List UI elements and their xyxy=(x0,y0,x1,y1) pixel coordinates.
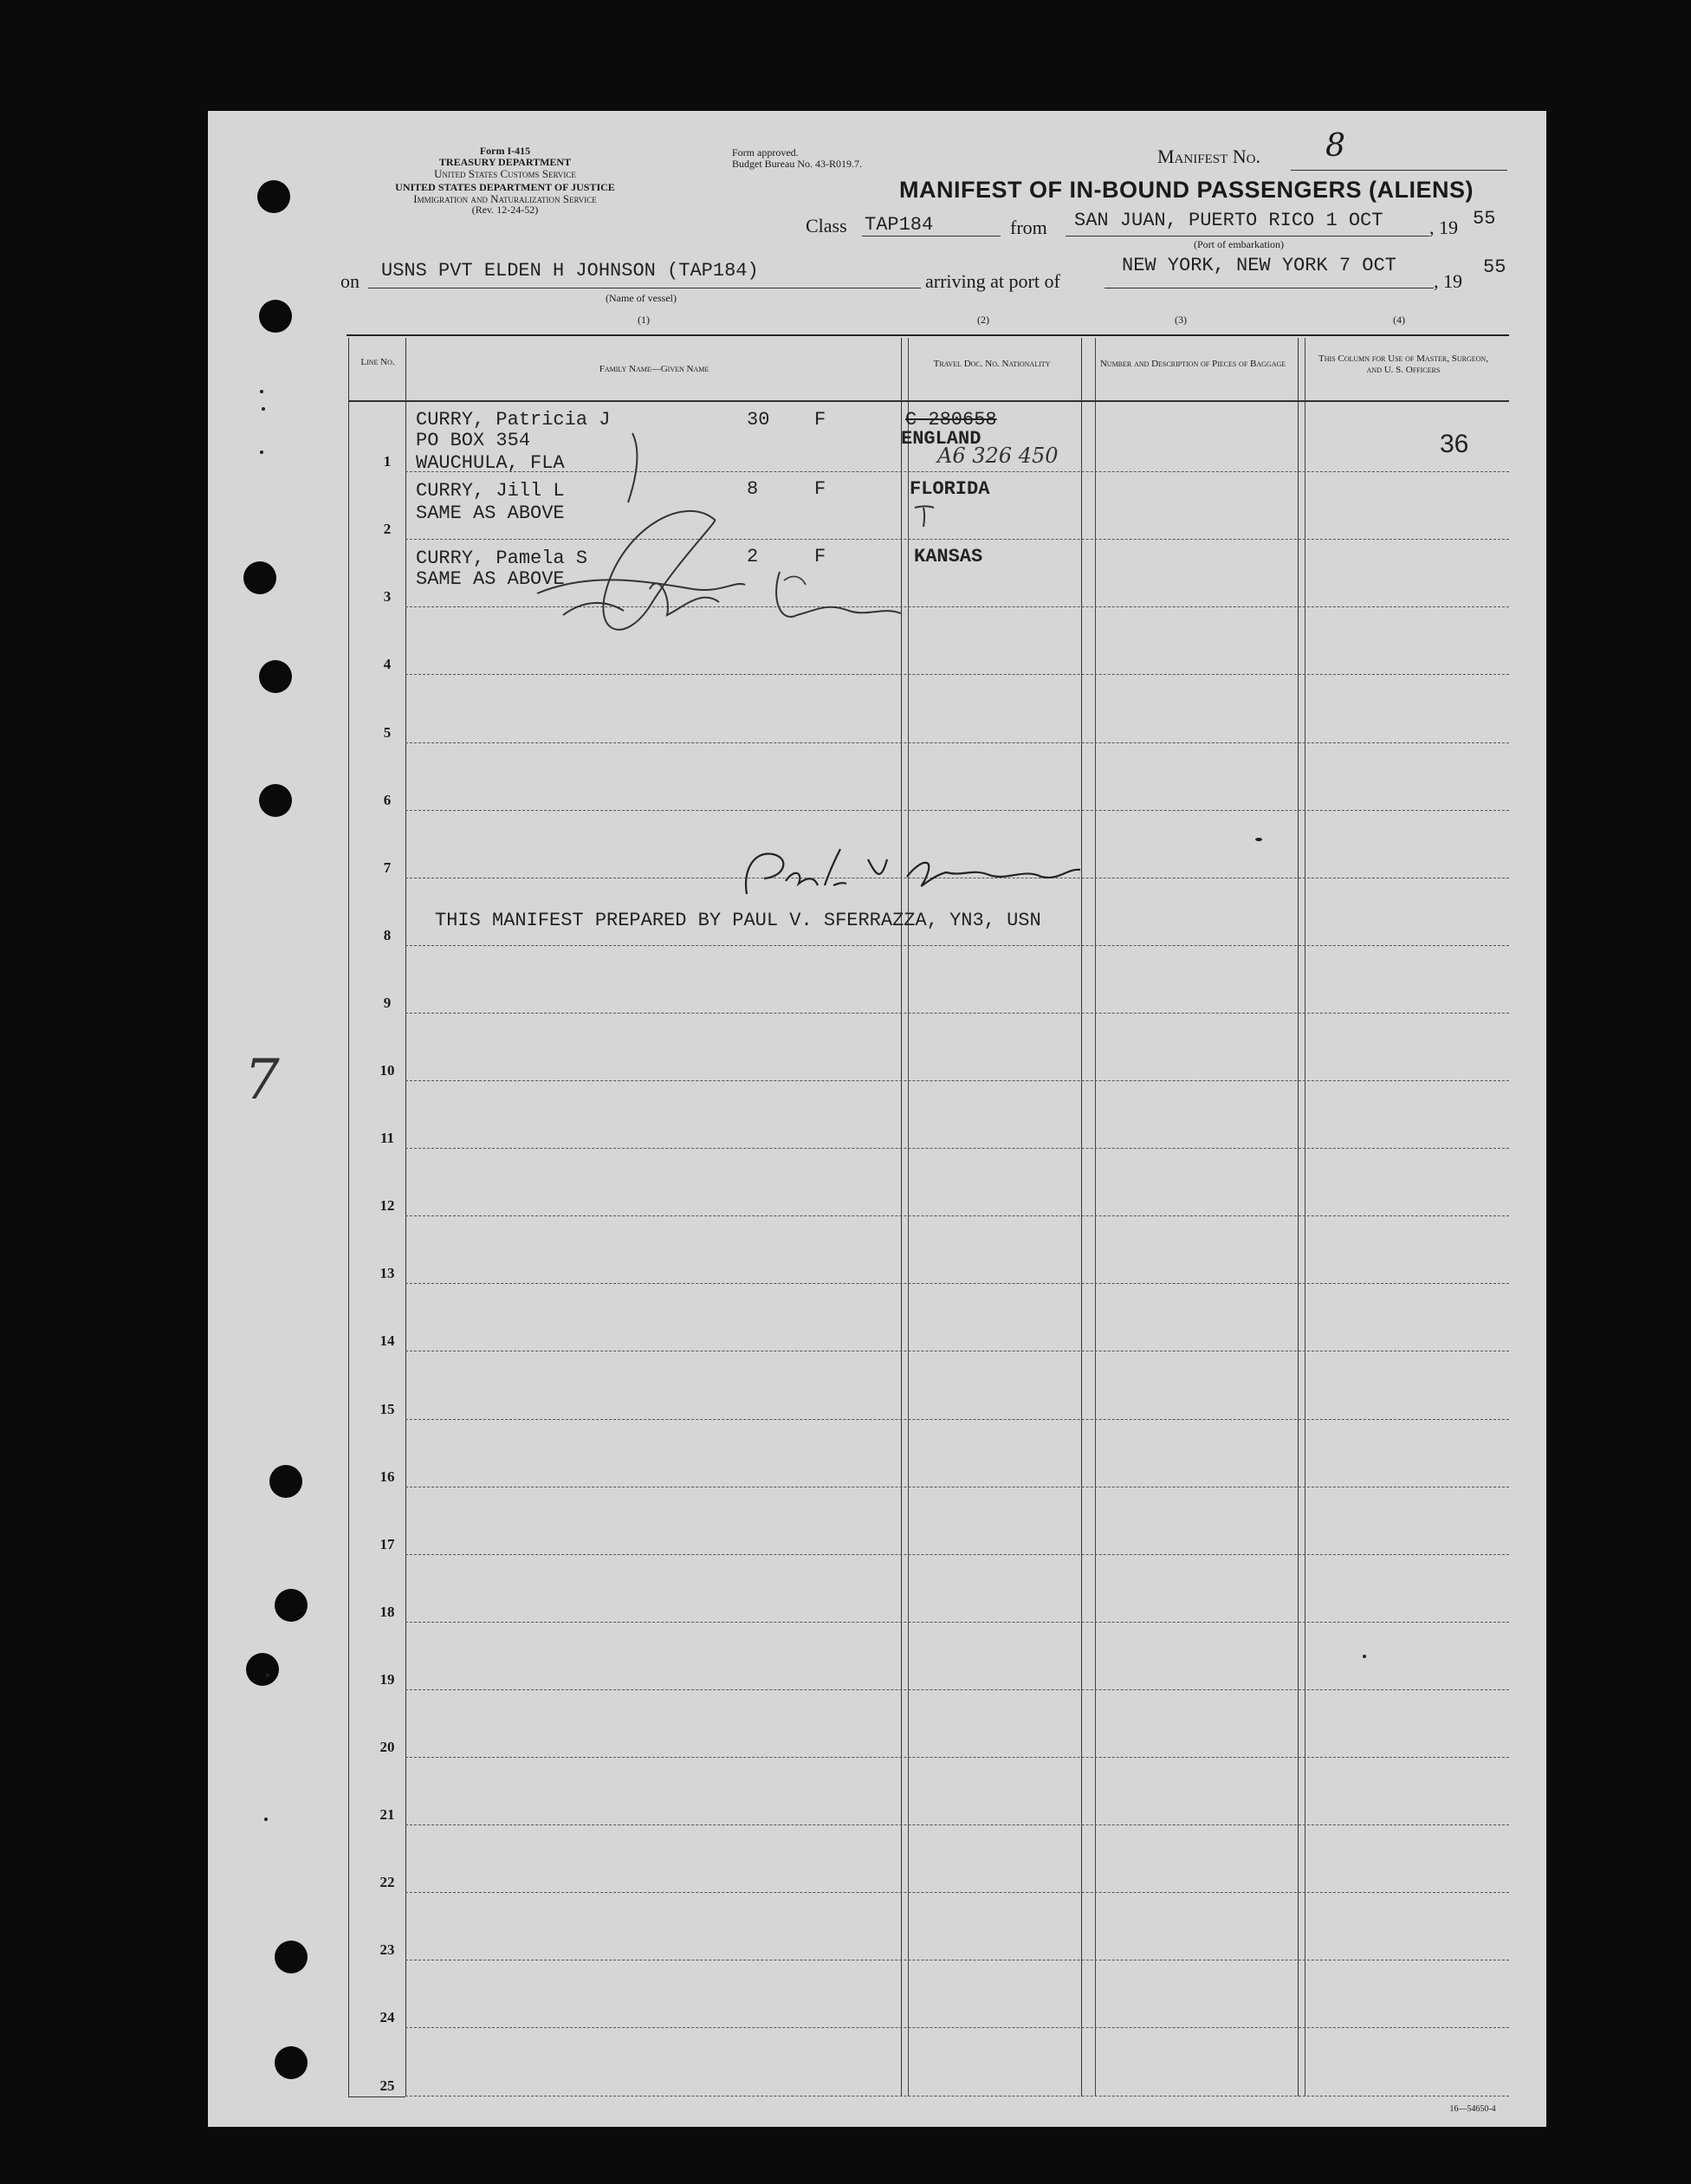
on-label: on xyxy=(340,270,360,292)
travel-divider-a xyxy=(908,338,909,2097)
entry-3-address1: SAME AS ABOVE xyxy=(416,568,565,590)
punch-hole xyxy=(257,180,290,213)
entry-1-doc: C-280658 xyxy=(905,409,997,431)
entry-2-nationality: FLORIDA xyxy=(910,478,990,500)
row-rule xyxy=(405,945,1509,946)
prepared-by-note: THIS MANIFEST PREPARED BY PAUL V. SFERRAZZA, YN3, USN xyxy=(435,910,1041,931)
from-label: from xyxy=(1010,217,1047,238)
entry-1-address2: WAUCHULA, FLA xyxy=(416,452,565,474)
speck xyxy=(262,407,265,411)
line-number: 14 xyxy=(379,1332,395,1350)
line-number: 12 xyxy=(379,1197,395,1215)
row-rule xyxy=(405,1215,1509,1216)
punch-hole xyxy=(269,1465,302,1498)
speck xyxy=(264,1818,268,1821)
port-caption: (Port of embarkation) xyxy=(1194,238,1284,250)
entry-2-address1: SAME AS ABOVE xyxy=(416,502,565,524)
year-2: 55 xyxy=(1483,256,1506,278)
from-underline xyxy=(1066,236,1429,237)
line-number: 15 xyxy=(379,1400,395,1417)
baggage-divider-a xyxy=(1095,338,1096,2097)
line-number: 6 xyxy=(383,791,392,808)
speck xyxy=(1363,1655,1366,1658)
row-rule xyxy=(405,1622,1509,1623)
manifest-no-underline xyxy=(1291,170,1507,171)
row-rule xyxy=(405,1080,1509,1081)
manifest-no-value: 8 xyxy=(1325,128,1345,164)
row-rule xyxy=(405,674,1509,675)
entry-1-address1: PO BOX 354 xyxy=(416,430,531,451)
line-number: 9 xyxy=(383,994,392,1011)
header-baggage: Number and Description of Pieces of Baggage xyxy=(1099,359,1286,369)
punch-hole xyxy=(243,561,276,594)
footer-code: 16—54650-4 xyxy=(1449,2104,1496,2114)
row-rule xyxy=(405,2096,1509,2097)
line-number: 5 xyxy=(383,723,392,741)
line-number: 18 xyxy=(379,1603,395,1620)
row-rule xyxy=(405,1148,1509,1149)
name-divider xyxy=(901,338,902,2097)
entry-1-name: CURRY, Patricia J xyxy=(416,409,611,431)
line-number: 2 xyxy=(383,521,392,538)
treasury-dept: TREASURY DEPARTMENT xyxy=(438,156,572,168)
row-rule xyxy=(405,1554,1509,1555)
row-rule xyxy=(405,1892,1509,1893)
line-number: 11 xyxy=(379,1130,395,1147)
line-number: 21 xyxy=(379,1806,395,1824)
officers-divider-a xyxy=(1305,338,1306,2097)
justice-dept: UNITED STATES DEPARTMENT OF JUSTICE xyxy=(395,181,615,193)
punch-hole xyxy=(259,300,292,333)
header-line-no: Line No. xyxy=(360,357,395,367)
form-number: Form I-415 xyxy=(479,145,531,157)
entry-2-age: 8 xyxy=(747,478,759,500)
row-rule xyxy=(405,1824,1509,1825)
entry-3-sex: F xyxy=(814,546,826,567)
manifest-table xyxy=(347,334,1509,336)
customs-service: United States Customs Service xyxy=(434,167,576,180)
page-title: MANIFEST OF IN-BOUND PASSENGERS (ALIENS) xyxy=(899,177,1474,203)
line-number: 17 xyxy=(379,1535,395,1552)
line-number: 24 xyxy=(379,2009,395,2026)
row-rule xyxy=(405,1757,1509,1758)
baggage-divider xyxy=(1298,338,1299,2097)
col-num-2: (2) xyxy=(977,314,989,326)
speck xyxy=(260,450,263,454)
arrival-port: NEW YORK, NEW YORK 7 OCT xyxy=(1122,255,1396,276)
entry-3-nationality: KANSAS xyxy=(914,546,983,567)
form-approved: Form approved. xyxy=(732,146,799,159)
col-num-4: (4) xyxy=(1393,314,1405,326)
speck xyxy=(266,1674,269,1677)
class-label: Class xyxy=(806,215,847,237)
entry-1-nationality: ENGLAND xyxy=(901,428,982,450)
row-rule xyxy=(405,1013,1509,1014)
punch-hole xyxy=(259,660,292,693)
line-number: 7 xyxy=(383,859,392,876)
class-underline xyxy=(862,236,1001,237)
speck xyxy=(260,390,263,393)
table-left-border xyxy=(348,338,349,2097)
inspector-signature-scribble xyxy=(520,416,901,641)
line-number: 20 xyxy=(379,1739,395,1755)
year-prefix-2: , 19 xyxy=(1434,270,1462,292)
entry-1-officer-note: 36 xyxy=(1440,430,1469,458)
line-number: 1 xyxy=(383,453,392,470)
ins-service: Immigration and Naturalization Service xyxy=(413,192,597,205)
row-rule xyxy=(405,2027,1509,2028)
punch-hole xyxy=(275,2046,308,2079)
vessel-caption: (Name of vessel) xyxy=(606,292,677,304)
row-rule xyxy=(405,1283,1509,1284)
row-rule xyxy=(405,810,1509,811)
entry-2-sex: F xyxy=(814,478,826,500)
entry-2-name: CURRY, Jill L xyxy=(416,480,565,502)
line-number: 8 xyxy=(383,926,392,943)
punch-hole xyxy=(275,1589,308,1622)
line-number: 10 xyxy=(379,1062,395,1079)
budget-bureau: Budget Bureau No. 43-R019.7. xyxy=(732,158,862,170)
line-number: 4 xyxy=(383,656,392,673)
header-travel: Travel Doc. No. Nationality xyxy=(933,359,1051,369)
col-num-1: (1) xyxy=(638,314,650,326)
punch-hole xyxy=(259,784,292,817)
vessel-name: USNS PVT ELDEN H JOHNSON (TAP184) xyxy=(381,260,759,282)
line-number: 13 xyxy=(379,1265,395,1282)
punch-hole xyxy=(275,1941,308,1973)
entry-3-age: 2 xyxy=(747,546,759,567)
travel-divider xyxy=(1081,338,1082,2097)
manifest-no-label: Manifest No. xyxy=(1157,146,1260,167)
header-name: Family Name—Given Name xyxy=(599,364,709,374)
year-prefix-1: , 19 xyxy=(1429,217,1458,238)
entry-2-handwritten-mark xyxy=(911,502,937,528)
revision-date: (Rev. 12-24-52) xyxy=(471,204,539,216)
preparer-signature xyxy=(738,842,1085,911)
line-number: 19 xyxy=(379,1670,395,1688)
line-no-divider xyxy=(405,338,406,2097)
line-number: 16 xyxy=(379,1468,395,1485)
line-number: 23 xyxy=(379,1941,395,1959)
col-num-3: (3) xyxy=(1175,314,1187,326)
row-rule xyxy=(405,1419,1509,1420)
margin-handwritten-mark: 7 xyxy=(244,1048,280,1112)
line-number: 25 xyxy=(379,2077,395,2094)
embarkation-port: SAN JUAN, PUERTO RICO 1 OCT xyxy=(1074,210,1383,231)
year-1: 55 xyxy=(1473,208,1496,230)
entry-3-name: CURRY, Pamela S xyxy=(416,548,588,569)
row-rule xyxy=(405,742,1509,743)
line-number: 22 xyxy=(379,1874,395,1891)
entry-1-sex: F xyxy=(814,409,826,431)
header-bottom-rule xyxy=(348,400,1509,402)
row-rule xyxy=(405,1689,1509,1690)
entry-1-age: 30 xyxy=(747,409,770,431)
form-agency-block xyxy=(336,146,674,216)
line-number: 3 xyxy=(383,588,392,606)
speck xyxy=(1255,838,1262,841)
punch-hole xyxy=(246,1653,279,1686)
arriving-label: arriving at port of xyxy=(925,270,1060,292)
header-officers: This Column for Use of Master, Surgeon, and U. S. Officers xyxy=(1318,353,1488,375)
approval-block xyxy=(732,147,897,170)
class-value: TAP184 xyxy=(865,214,934,236)
entry-1-handwritten-doc: A6 326 450 xyxy=(937,444,1059,468)
